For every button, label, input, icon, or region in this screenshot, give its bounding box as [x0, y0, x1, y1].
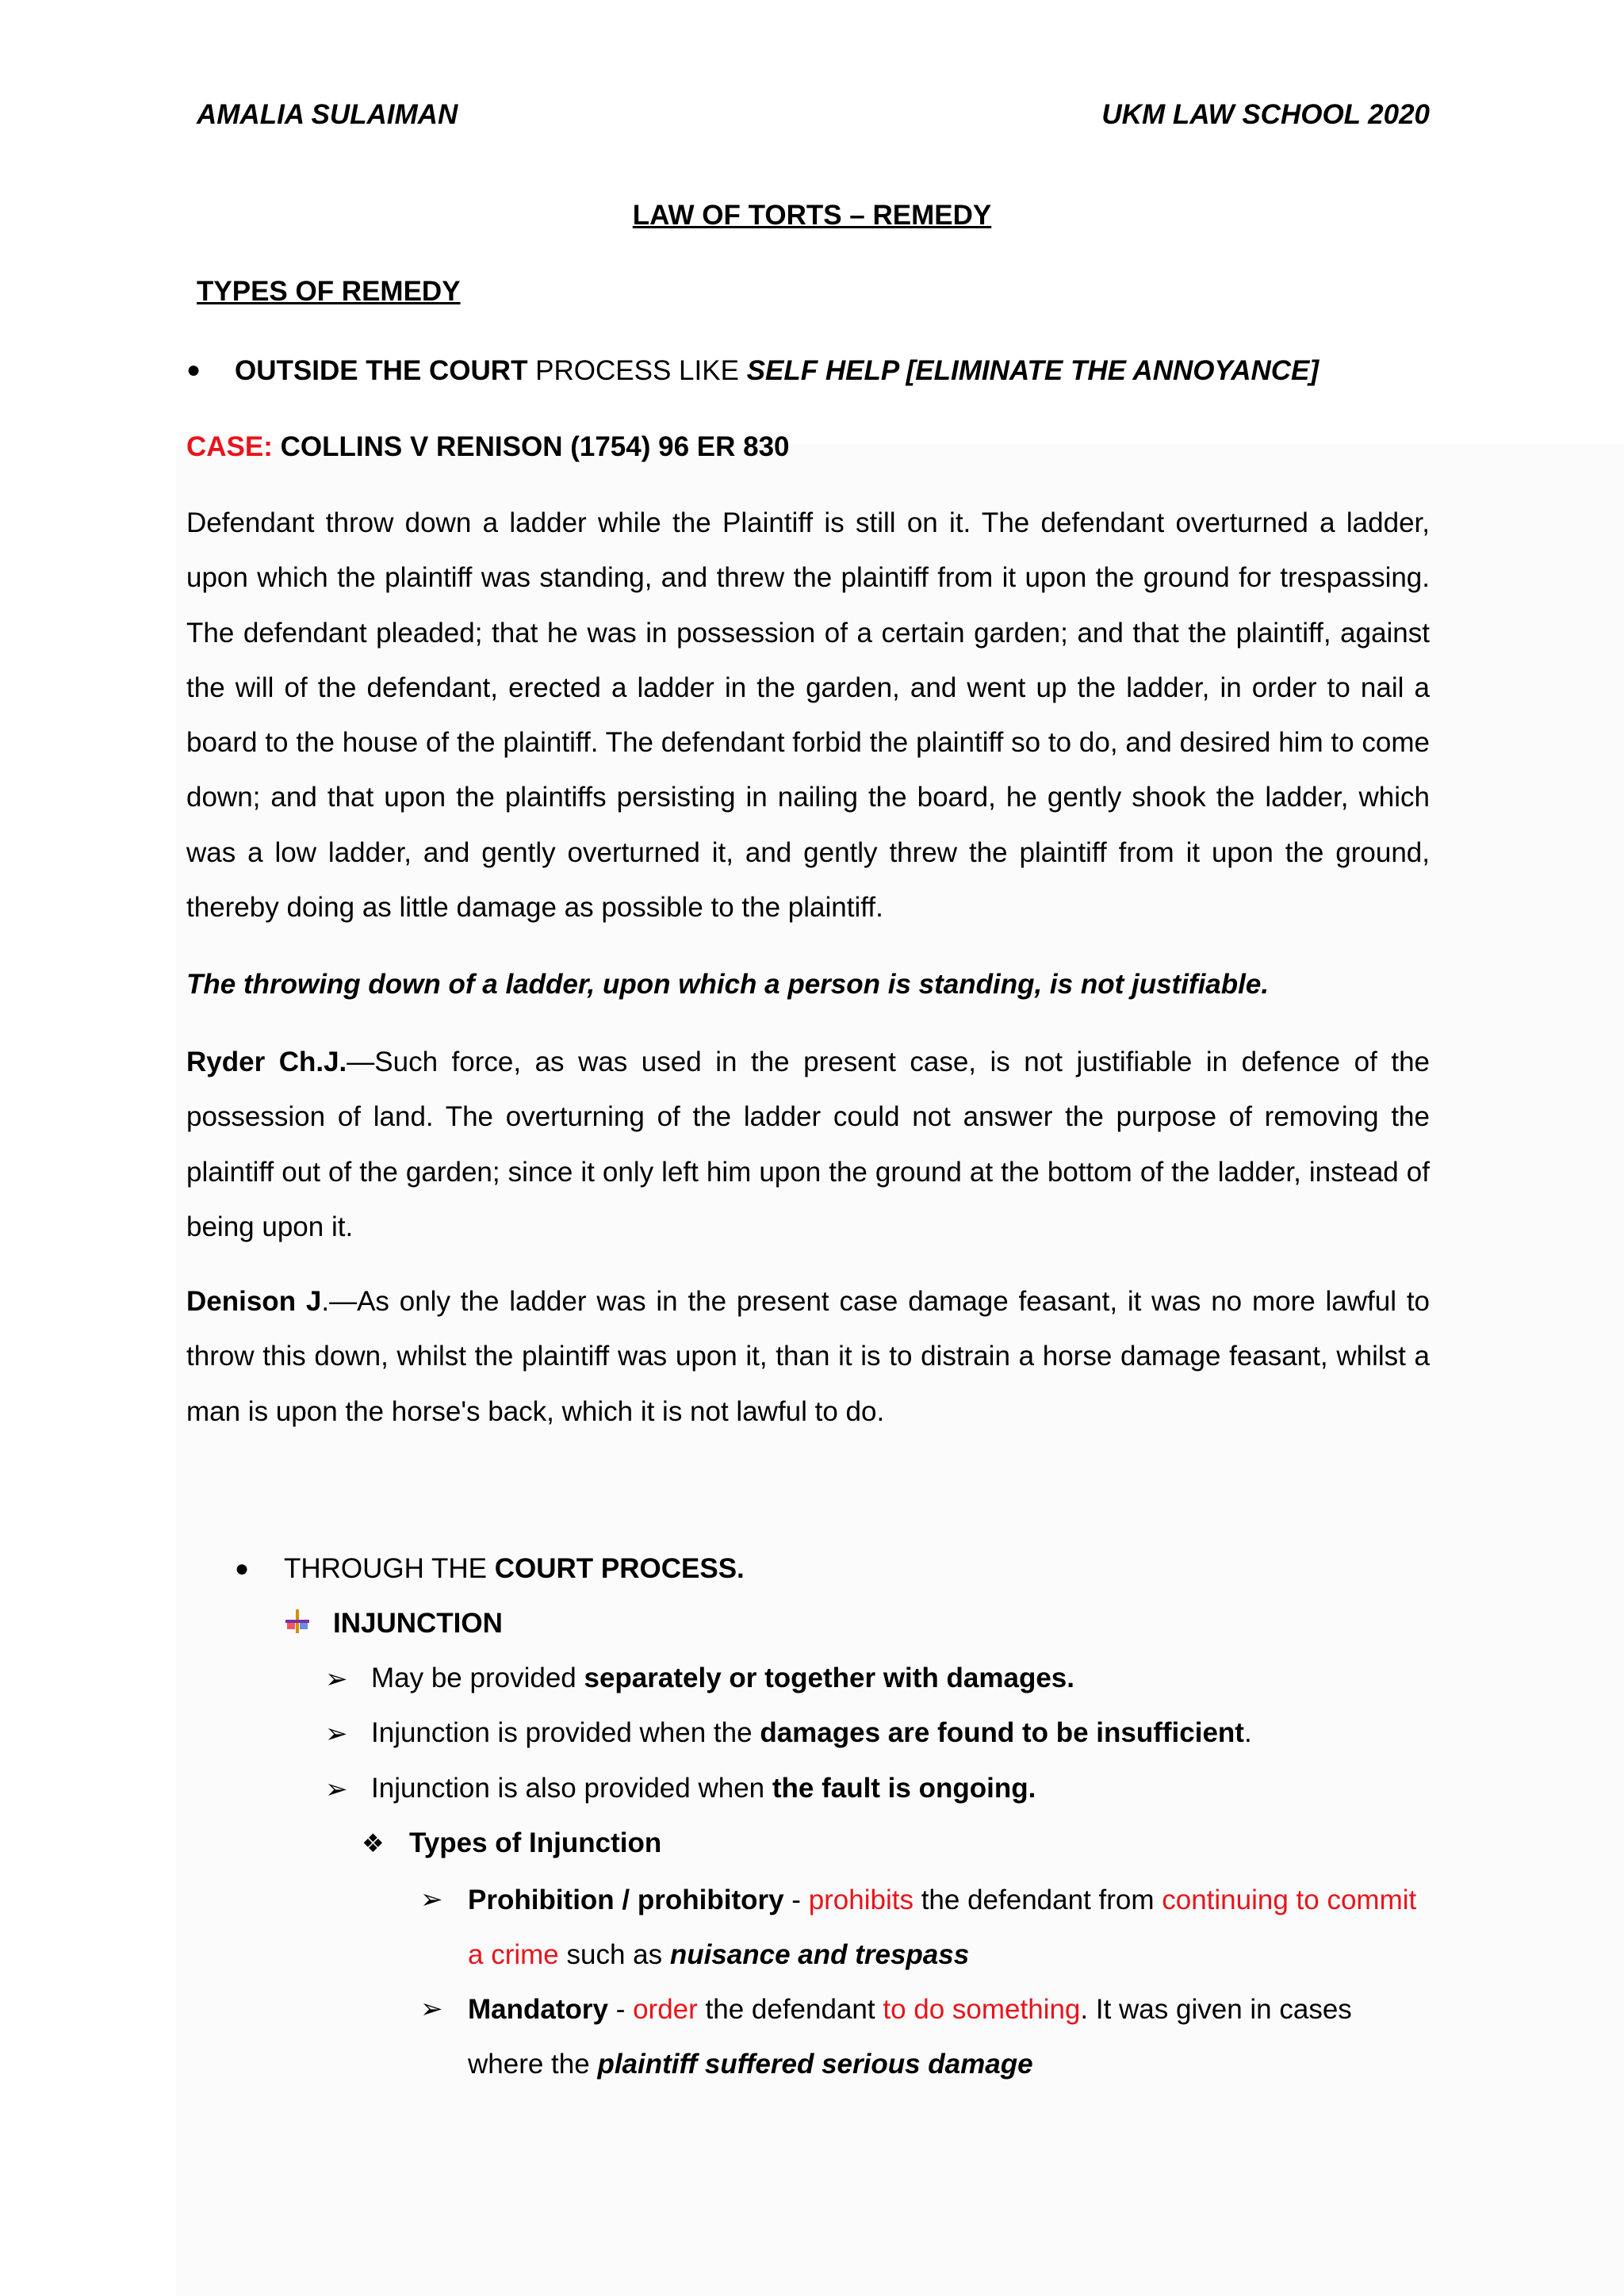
outside-court-item: [235, 355, 1319, 387]
arrow-bullet-icon: ➢: [325, 1664, 348, 1694]
bullet-icon: ●: [186, 357, 201, 383]
point-tail: .: [1243, 1717, 1252, 1748]
four-point-star-icon: [284, 1608, 311, 1635]
prohibitory-label: Prohibition / prohibitory: [468, 1885, 784, 1915]
injunction-point: [371, 1717, 1252, 1749]
point-normal: Injunction is provided when the: [371, 1717, 760, 1748]
mandatory-mid2: . It was given in cases where the: [468, 1994, 1352, 2080]
mandatory-dash: -: [607, 1994, 634, 2025]
court-process-item: [284, 1553, 745, 1585]
point-bold: the fault is ongoing.: [772, 1773, 1036, 1804]
arrow-bullet-icon: ➢: [420, 1885, 443, 1915]
mandatory-bi: plaintiff suffered serious damage: [597, 2049, 1033, 2080]
mandatory-red2: to do something: [883, 1994, 1081, 2025]
ryder-judge: Ryder Ch.J.: [186, 1047, 347, 1077]
injunction-point: [371, 1773, 1036, 1804]
prohibitory-item: [468, 1873, 1430, 1983]
case-holding: The throwing down of a ladder, upon which a person is standing, is not justifiable.: [186, 969, 1270, 1000]
court-bold: COURT PROCESS.: [494, 1553, 745, 1584]
case-heading: [186, 431, 790, 463]
point-normal: Injunction is also provided when: [371, 1773, 772, 1804]
mandatory-mid: the defendant: [697, 1994, 883, 2025]
denison-text: .—As only the ladder was in the present case damage feasant, it was no more lawful to throw this down, whilst the plaintiff was upon it, than it is to distrain a horse damage feasant, whilst a man is upon the horse's back, which it is not lawful to do.: [186, 1286, 1431, 1427]
denison-opinion: [186, 1274, 1430, 1439]
injunction-heading: INJUNCTION: [333, 1608, 503, 1639]
case-facts: Defendant throw down a ladder while the Plaintiff is still on it. The defendant overturned a ladder, upon which the plaintiff was standing, and threw the plaintiff from it upon the ground for trespassing. The defendant pleaded; that he was in possession of a certain garden; and that the plaintiff, against the will of the defendant, erected a ladder in the garden, and went up the ladder, in order to nail a board to the house of the plaintiff. The defendant forbid the plaintiff so to do, and desired him to come down; and that upon the plaintiffs persisting in nailing the board, he gently shook the ladder, which was a low ladder, and gently overturned it, and gently threw the plaintiff from it upon the ground, thereby doing as little damage as possible to the plaintiff.: [186, 507, 1430, 924]
section-heading: TYPES OF REMEDY: [197, 276, 461, 307]
arrow-bullet-icon: ➢: [325, 1719, 348, 1749]
header-school: UKM LAW SCHOOL 2020: [1101, 99, 1430, 130]
arrow-bullet-icon: ➢: [420, 1994, 443, 2024]
case-label: CASE:: [186, 431, 273, 462]
prohibitory-red2: continuing to commit a crime: [468, 1885, 1417, 1971]
mandatory-label: Mandatory: [468, 1994, 608, 2025]
outside-italic: SELF HELP [ELIMINATE THE ANNOYANCE]: [746, 355, 1320, 386]
injunction-point: [371, 1663, 1074, 1694]
point-normal: May be provided: [371, 1663, 584, 1693]
ryder-text: —Such force, as was used in the present case, is not justifiable in defence of the possession of land. The overturning of the ladder could not answer the purpose of removing the plaintiff out of the garden; since it only left him upon the ground at the bottom of the ladder, instead of being upon it.: [186, 1047, 1431, 1242]
prohibitory-mid2: such as: [558, 1939, 670, 1971]
bullet-icon: ●: [235, 1556, 250, 1582]
ryder-opinion: [186, 1035, 1430, 1254]
mandatory-red1: order: [633, 1994, 698, 2025]
outside-normal: PROCESS LIKE: [527, 355, 747, 386]
prohibitory-mid: the defendant from: [913, 1885, 1162, 1915]
point-bold: damages are found to be insufficient: [760, 1717, 1244, 1748]
header-author: AMALIA SULAIMAN: [197, 99, 458, 130]
mandatory-item: [468, 1982, 1430, 2092]
point-bold: separately or together with damages.: [584, 1663, 1074, 1693]
page-title: LAW OF TORTS – REMEDY: [632, 200, 992, 231]
case-name: COLLINS V RENISON (1754) 96 ER 830: [272, 431, 790, 462]
outside-bold: OUTSIDE THE COURT: [235, 355, 528, 386]
diamond-bullet-icon: ❖: [362, 1829, 385, 1858]
denison-judge: Denison J: [186, 1286, 322, 1317]
arrow-bullet-icon: ➢: [325, 1774, 348, 1804]
types-heading: Types of Injunction: [409, 1827, 662, 1858]
prohibitory-bi: nuisance and trespass: [669, 1939, 970, 1971]
prohibitory-dash: -: [783, 1885, 809, 1915]
court-normal: THROUGH THE: [284, 1553, 495, 1584]
prohibitory-red1: prohibits: [808, 1885, 914, 1915]
